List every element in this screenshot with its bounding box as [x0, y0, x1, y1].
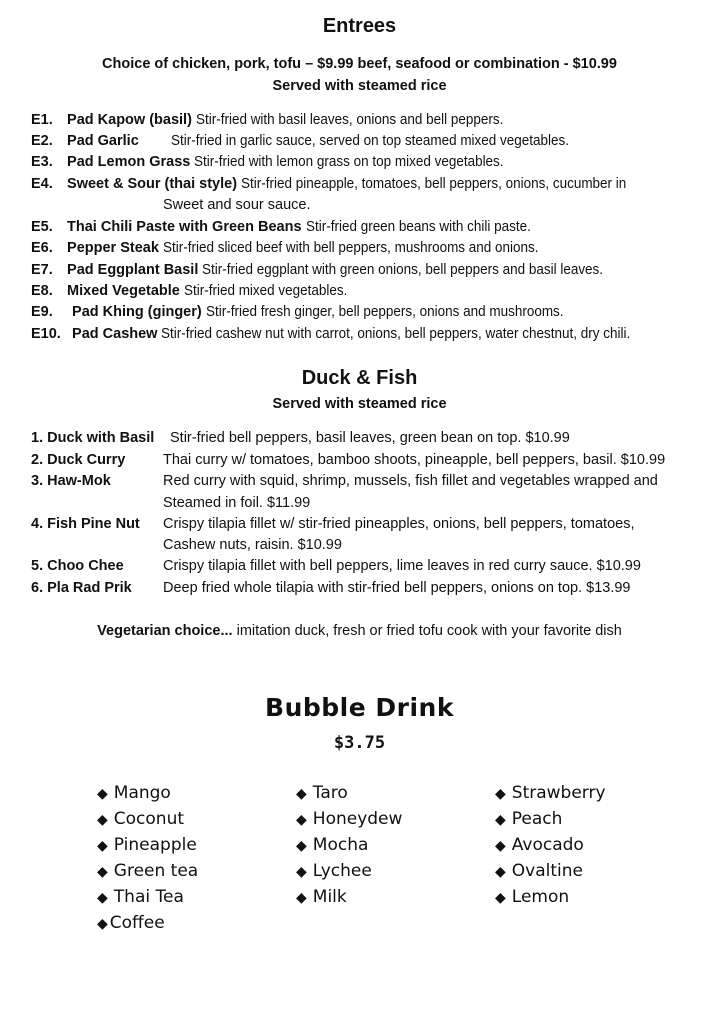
item-name: Pad Kapow (basil) — [67, 112, 192, 128]
item-name: Pad Lemon Grass — [67, 154, 191, 170]
item-name: 4. Fish Pine Nut — [31, 516, 140, 532]
item-desc: Stir-fried fresh ginger, bell peppers, onions and mushrooms. — [205, 304, 564, 320]
list-item — [495, 809, 562, 829]
flavor-label: Green tea — [113, 861, 199, 881]
list-item — [31, 133, 711, 150]
list-item — [495, 861, 583, 881]
item-desc: Stir-fried mixed vegetables. — [183, 283, 348, 299]
item-code: E8. — [31, 283, 53, 299]
vegetarian-label: Vegetarian choice... — [97, 623, 233, 639]
list-item — [296, 835, 368, 855]
diamond-bullet-icon: ◆ — [296, 838, 307, 854]
item-name: Pad Eggplant Basil — [67, 262, 199, 278]
list-item — [31, 240, 711, 257]
list-item — [31, 176, 711, 193]
item-code: E9. — [31, 304, 53, 320]
bubble-price: $3.75 — [333, 733, 386, 753]
flavor-label: Coconut — [113, 809, 185, 829]
list-item — [97, 783, 171, 803]
list-item — [97, 913, 165, 933]
item-desc: Thai curry w/ tomatoes, bamboo shoots, pineapple, bell peppers, basil. $10.99 — [163, 452, 666, 468]
list-item — [31, 304, 711, 321]
diamond-bullet-icon: ◆ — [97, 864, 108, 880]
item-desc: Red curry with squid, shrimp, mussels, fish fillet and vegetables wrapped and — [163, 473, 658, 489]
list-item — [97, 861, 198, 881]
vegetarian-note — [0, 623, 719, 639]
item-desc: Stir-fried pineapple, tomatoes, bell peppers, onions, cucumber in — [241, 176, 627, 192]
item-code: E6. — [31, 240, 53, 256]
item-desc: Stir-fried eggplant with green onions, bell peppers and basil leaves. — [202, 262, 604, 278]
list-item — [31, 219, 711, 236]
item-name: Pad Garlic — [67, 133, 139, 149]
flavor-label: Mocha — [312, 835, 369, 855]
item-desc: Crispy tilapia fillet with bell peppers, lime leaves in red curry sauce. $10.99 — [163, 558, 641, 574]
flavor-label: Taro — [312, 783, 348, 803]
item-name: Pad Khing (ginger) — [72, 304, 202, 320]
diamond-bullet-icon: ◆ — [97, 786, 108, 802]
flavor-label: Avocado — [511, 835, 584, 855]
flavor-label: Strawberry — [511, 783, 606, 803]
item-code: E3. — [31, 154, 53, 170]
diamond-bullet-icon: ◆ — [296, 890, 307, 906]
item-desc: Stir-fried green beans with chili paste. — [305, 219, 531, 235]
item-desc: Stir-fried in garlic sauce, served on top steamed mixed vegetables. — [171, 133, 570, 149]
diamond-bullet-icon: ◆ — [296, 786, 307, 802]
item-desc: Deep fried whole tilapia with stir-fried bell peppers, onions on top. $13.99 — [163, 580, 631, 596]
list-item — [495, 887, 569, 907]
flavor-label: Coffee — [109, 913, 165, 933]
list-item — [495, 835, 584, 855]
item-code: E10. — [31, 326, 61, 342]
list-item — [31, 283, 711, 300]
item-desc-continued: Steamed in foil. $11.99 — [163, 495, 311, 511]
duck-fish-title: Duck & Fish — [301, 367, 418, 389]
diamond-bullet-icon: ◆ — [495, 864, 506, 880]
list-item — [296, 861, 372, 881]
diamond-bullet-icon: ◆ — [495, 812, 506, 828]
item-desc: Stir-fried bell peppers, basil leaves, green bean on top. $10.99 — [170, 430, 570, 446]
item-desc: Stir-fried with lemon grass on top mixed vegetables. — [194, 154, 504, 170]
item-desc: Stir-fried sliced beef with bell peppers, mushrooms and onions. — [162, 240, 539, 256]
item-name: Mixed Vegetable — [67, 283, 180, 299]
diamond-bullet-icon: ◆ — [495, 838, 506, 854]
list-item — [31, 262, 711, 279]
entrees-title: Entrees — [322, 15, 397, 37]
entrees-note: Served with steamed rice — [272, 78, 447, 94]
flavor-label: Peach — [511, 809, 563, 829]
flavor-label: Ovaltine — [511, 861, 583, 881]
item-code: E5. — [31, 219, 53, 235]
flavor-label: Thai Tea — [113, 887, 184, 907]
vegetarian-text: imitation duck, fresh or fried tofu cook with your favorite dish — [232, 623, 622, 639]
flavor-label: Lychee — [312, 861, 372, 881]
item-name: 3. Haw-Mok — [31, 473, 111, 489]
flavor-label: Pineapple — [113, 835, 197, 855]
item-code: E7. — [31, 262, 53, 278]
item-code: E2. — [31, 133, 53, 149]
item-name: Sweet & Sour (thai style) — [67, 176, 238, 192]
list-item — [31, 112, 711, 129]
list-item — [31, 154, 711, 171]
item-code: E4. — [31, 176, 53, 192]
list-item — [97, 887, 184, 907]
diamond-bullet-icon: ◆ — [97, 812, 108, 828]
list-item — [296, 887, 347, 907]
list-item — [31, 326, 711, 343]
item-desc-continued: Sweet and sour sauce. — [163, 197, 311, 213]
item-desc: Stir-fried cashew nut with carrot, onions, bell peppers, water chestnut, dry chili. — [161, 326, 631, 342]
list-item — [296, 783, 348, 803]
item-desc-continued: Cashew nuts, raisin. $10.99 — [163, 537, 342, 553]
diamond-bullet-icon: ◆ — [97, 916, 108, 932]
item-name: 1. Duck with Basil — [31, 430, 155, 446]
item-desc: Crispy tilapia fillet w/ stir-fried pineapples, onions, bell peppers, tomatoes, — [163, 516, 635, 532]
item-name: Thai Chili Paste with Green Beans — [67, 219, 302, 235]
item-name: 5. Choo Chee — [31, 558, 124, 574]
list-item — [97, 835, 197, 855]
diamond-bullet-icon: ◆ — [495, 890, 506, 906]
list-item — [296, 809, 402, 829]
bubble-title: Bubble Drink — [265, 693, 454, 722]
flavor-label: Mango — [113, 783, 171, 803]
flavor-label: Milk — [312, 887, 347, 907]
list-item — [97, 809, 184, 829]
duck-fish-note: Served with steamed rice — [272, 396, 447, 412]
flavor-label: Lemon — [511, 887, 570, 907]
diamond-bullet-icon: ◆ — [296, 864, 307, 880]
diamond-bullet-icon: ◆ — [495, 786, 506, 802]
diamond-bullet-icon: ◆ — [97, 890, 108, 906]
list-item — [495, 783, 606, 803]
item-name: 6. Pla Rad Prik — [31, 580, 132, 596]
diamond-bullet-icon: ◆ — [97, 838, 108, 854]
item-desc: Stir-fried with basil leaves, onions and bell peppers. — [195, 112, 504, 128]
diamond-bullet-icon: ◆ — [296, 812, 307, 828]
item-name: Pepper Steak — [67, 240, 159, 256]
item-name: Pad Cashew — [72, 326, 158, 342]
item-name: 2. Duck Curry — [31, 452, 126, 468]
flavor-label: Honeydew — [312, 809, 403, 829]
entrees-subtitle: Choice of chicken, pork, tofu – $9.99 beef, seafood or combination - $10.99 — [102, 56, 617, 72]
item-code: E1. — [31, 112, 53, 128]
